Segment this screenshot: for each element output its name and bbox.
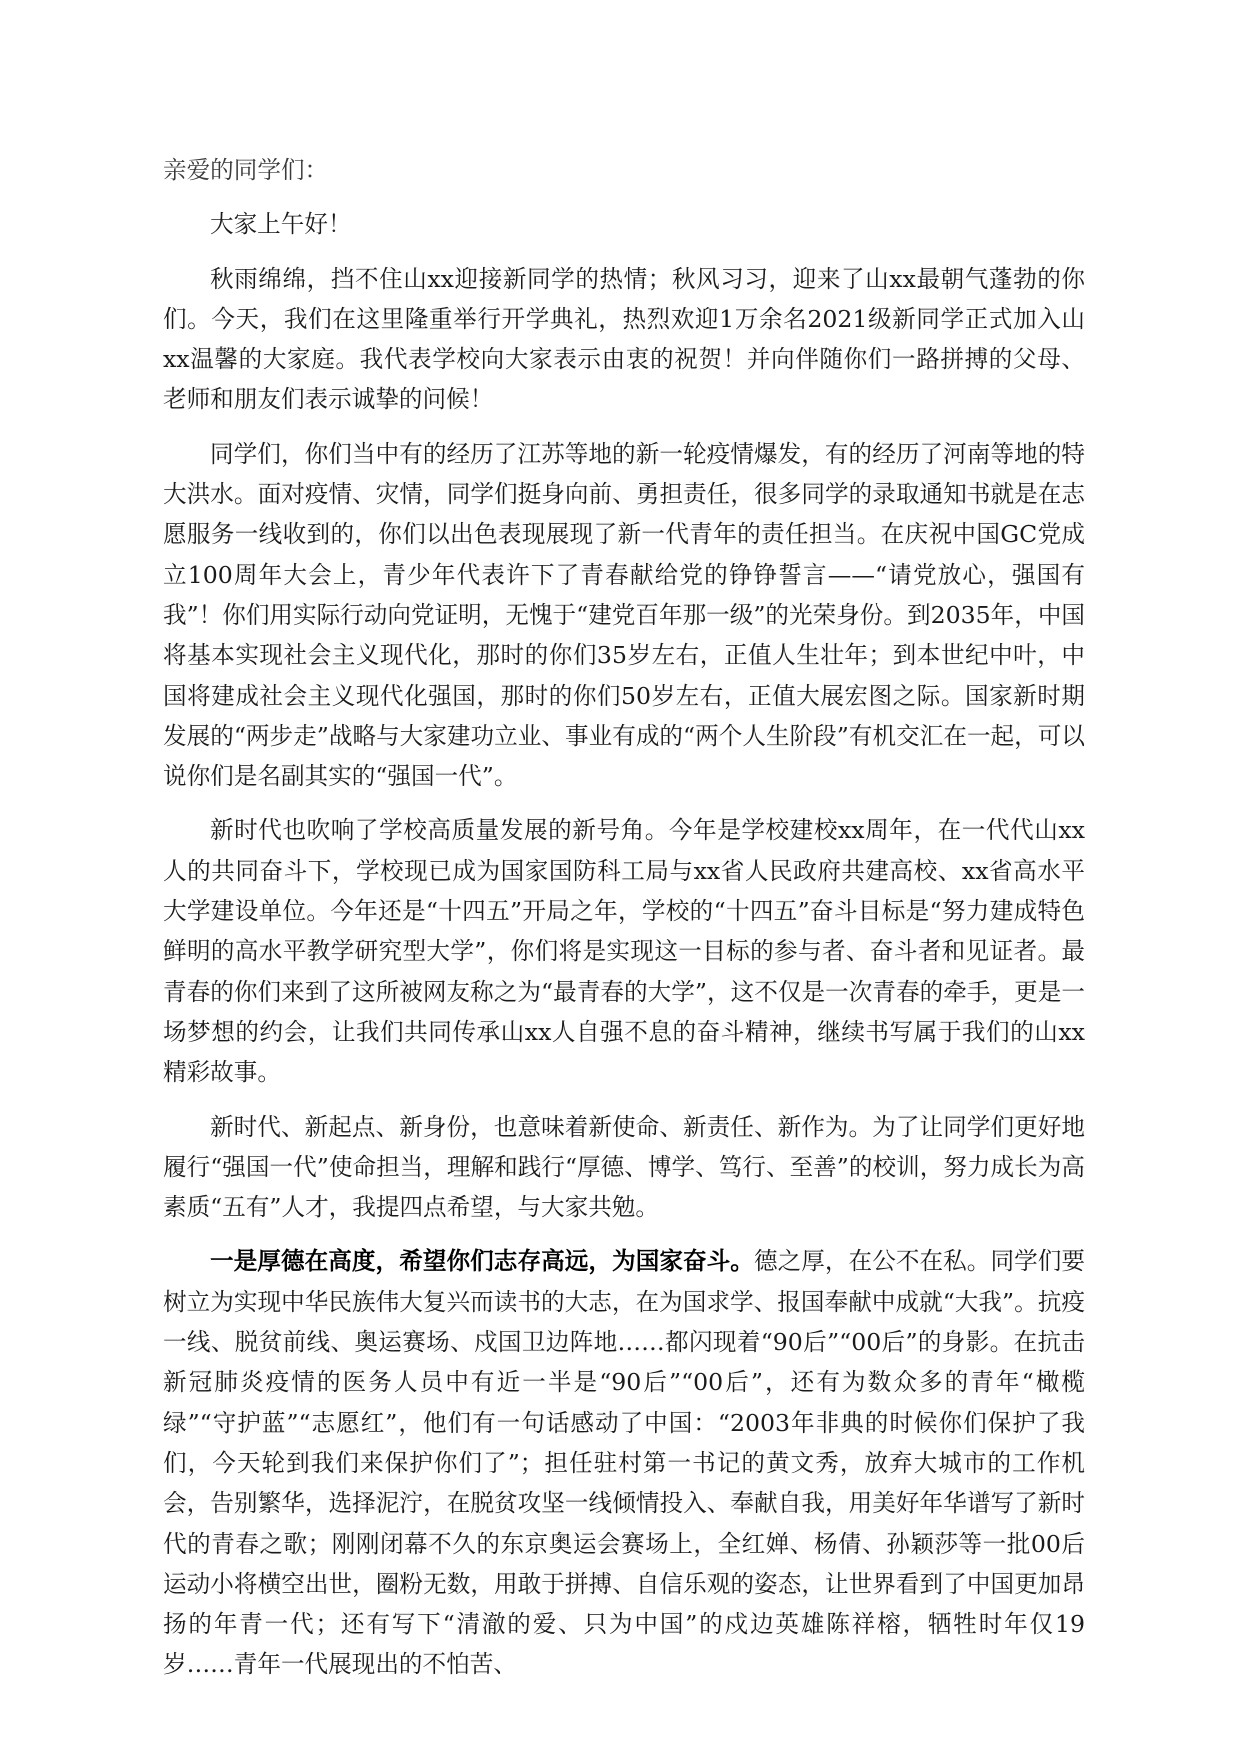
paragraph-four-hopes: 新时代、新起点、新身份，也意味着新使命、新责任、新作为。为了让同学们更好地履行“强国一代”使命担当，理解和践行“厚德、博学、笃行、至善”的校训，努力成长为高素质“五有”人才，我提四点希望，与大家共勉。 (163, 1112, 1085, 1222)
salutation: 亲爱的同学们： (163, 156, 329, 184)
paragraph-point-one (163, 1241, 1085, 1684)
paragraph-welcome: 秋雨绵绵，挡不住山xx迎接新同学的热情；秋风习习，迎来了山xx最朝气蓬勃的你们。今天，我们在这里隆重举行开学典礼，热烈欢迎1万余名2021级新同学正式加入山xx温馨的大家庭。我代表学校向大家表示由衷的祝贺！并向伴随你们一路拼搏的父母、老师和朋友们表示诚挚的问候！ (163, 264, 1085, 414)
point-one-lead: 一是厚德在高度，希望你们志存高远，为国家奋斗。 (210, 1247, 754, 1276)
greeting: 大家上午好！ (210, 210, 352, 239)
paragraph-strong-nation-generation: 同学们，你们当中有的经历了江苏等地的新一轮疫情爆发，有的经历了河南等地的特大洪水。面对疫情、灾情，同学们挺身向前、勇担责任，很多同学的录取通知书就是在志愿服务一线收到的，你们以出色表现展现了新一代青年的责任担当。在庆祝中国GC党成立100周年大会上，青少年代表许下了青春献给党的铮铮誓言——“请党放心，强国有我”！你们用实际行动向党证明，无愧于“建党百年那一级”的光荣身份。到2035年，中国将基本实现社会主义现代化，那时的你们35岁左右，正值人生壮年；到本世纪中叶，中国将建成社会主义现代化强国，那时的你们50岁左右，正值大展宏图之际。国家新时期发展的“两步走”战略与大家建功立业、事业有成的“两个人生阶段”有机交汇在一起，可以说你们是名副其实的“强国一代”。 (163, 439, 1086, 791)
paragraph-school-development: 新时代也吹响了学校高质量发展的新号角。今年是学校建校xx周年，在一代代山xx人的共同奋斗下，学校现已成为国家国防科工局与xx省人民政府共建高校、xx省高水平大学建设单位。今年还是“十四五”开局之年，学校的“十四五”奋斗目标是“努力建成特色鲜明的高水平教学研究型大学”，你们将是实现这一目标的参与者、奋斗者和见证者。最青春的你们来到了这所被网友称之为“最青春的大学”，这不仅是一次青春的牵手，更是一场梦想的约会，让我们共同传承山xx人自强不息的奋斗精神，继续书写属于我们的山xx精彩故事。 (163, 816, 1085, 1087)
document-page (163, 150, 1085, 1699)
point-one-body: 德之厚，在公不在私。同学们要树立为实现中华民族伟大复兴而读书的大志，在为国求学、报国奉献中成就“大我”。抗疫一线、脱贫前线、奥运赛场、戍国卫边阵地……都闪现着“90后”“00后”的身影。在抗击新冠肺炎疫情的医务人员中有近一半是“90后”“00后”，还有为数众多的青年“橄榄绿”“守护蓝”“志愿红”，他们有一句话感动了中国：“2003年非典的时候你们保护了我们，今天轮到我们来保护你们了”；担任驻村第一书记的黄文秀，放弃大城市的工作机会，告别繁华，选择泥泞，在脱贫攻坚一线倾情投入、奉献自我，用美好年华谱写了新时代的青春之歌；刚刚闭幕不久的东京奥运会赛场上，全红婵、杨倩、孙颖莎等一批00后运动小将横空出世，圈粉无数，用敢于拼搏、自信乐观的姿态，让世界看到了中国更加昂扬的年青一代；还有写下“清澈的爱、只为中国”的戍边英雄陈祥榕，牺牲时年仅19岁……青年一代展现出的不怕苦、 (163, 1247, 1085, 1679)
